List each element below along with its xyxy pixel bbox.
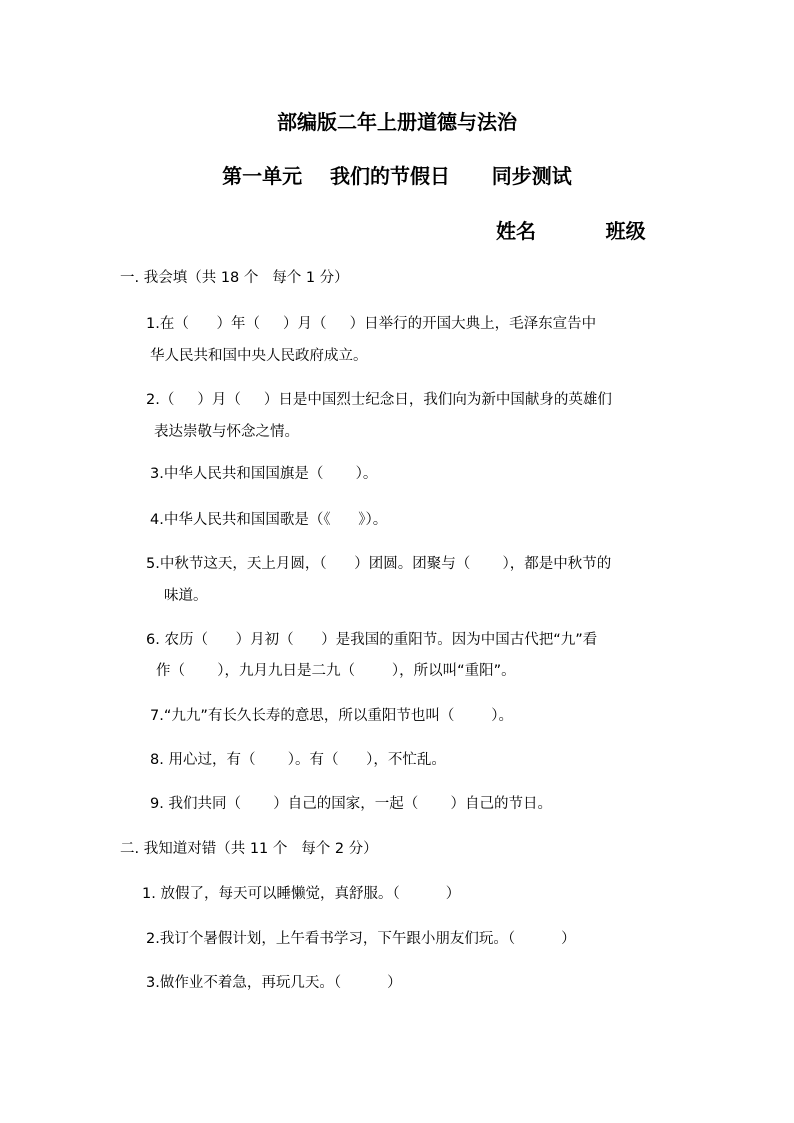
question-7: 7.“九九”有长久长寿的意思，所以重阳节也叫（ ）。 [150, 708, 513, 724]
question-1-line-2: 华人民共和国中央人民政府成立。 [150, 348, 368, 364]
judgment-1: 1. 放假了，每天可以睡懒觉，真舒服。（ ） [142, 886, 461, 902]
question-8: 8. 用心过，有（ ）。有（ ），不忙乱。 [150, 752, 446, 768]
name-class-label: 姓名 班级 [496, 219, 646, 243]
document-subtitle: 第一单元 我们的节假日 同步测试 [222, 164, 572, 188]
question-6-line-2: 作（ ），九月九日是二九（ ），所以叫“重阳”。 [156, 663, 516, 679]
section-1-heading: 一. 我会填（共 18 个 每个 1 分） [120, 270, 349, 286]
question-9: 9. 我们共同（ ）自己的国家，一起（ ）自己的节日。 [150, 796, 552, 812]
question-2-line-2: 表达崇敬与怀念之情。 [154, 424, 299, 440]
judgment-2: 2.我订个暑假计划，上午看书学习，下午跟小朋友们玩。（ ） [146, 931, 576, 947]
section-2-heading: 二. 我知道对错（共 11 个 每个 2 分） [120, 841, 378, 857]
judgment-3: 3.做作业不着急，再玩几天。（ ） [146, 975, 402, 991]
document-title: 部编版二年上册道德与法治 [277, 110, 517, 134]
question-5-line-2: 味道。 [164, 588, 208, 604]
question-4: 4.中华人民共和国国歌是（《 》）。 [150, 512, 388, 528]
question-1-line-1: 1.在（ ）年（ ）月（ ）日举行的开国大典上，毛泽东宣告中 [146, 316, 597, 332]
question-6-line-1: 6. 农历（ ）月初（ ）是我国的重阳节。因为中国古代把“九”看 [146, 632, 598, 648]
question-2-line-1: 2.（ ）月（ ）日是中国烈士纪念日，我们向为新中国献身的英雄们 [146, 392, 612, 408]
question-3: 3.中华人民共和国国旗是（ ）。 [150, 466, 378, 482]
question-5-line-1: 5.中秋节这天，天上月圆，（ ）团圆。团聚与（ ），都是中秋节的 [146, 556, 612, 572]
